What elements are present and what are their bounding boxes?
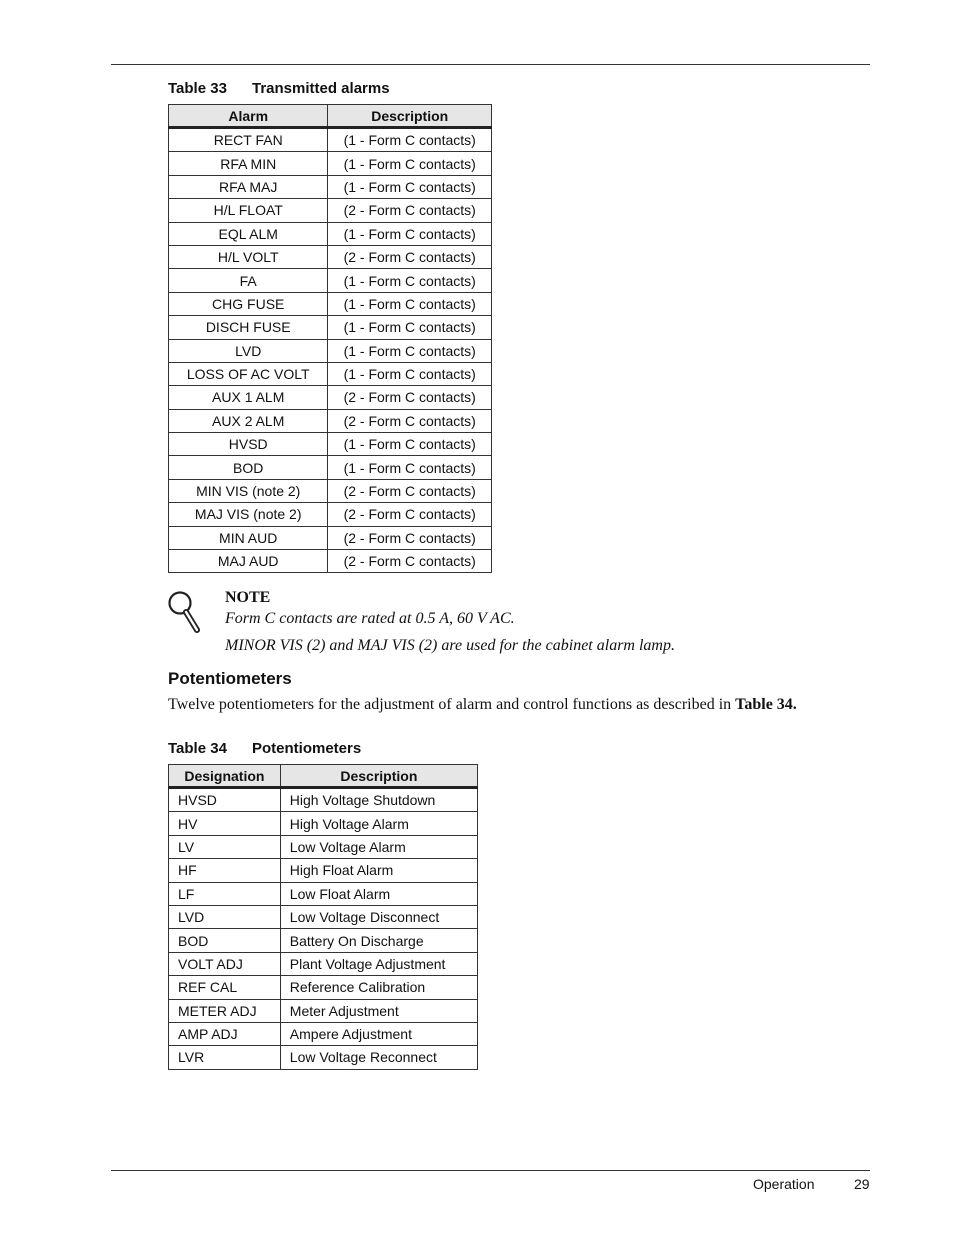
table-row <box>169 550 492 573</box>
table-cell-description: Ampere Adjustment <box>280 1022 477 1045</box>
table-cell-name: RECT FAN <box>169 128 328 152</box>
table-row <box>169 526 492 549</box>
table-row <box>169 835 478 858</box>
table34-number: Table 34 <box>168 740 227 757</box>
note-line-1: Form C contacts are rated at 0.5 A, 60 V AC. <box>225 610 515 627</box>
table33-number: Table 33 <box>168 80 227 97</box>
table-cell-description: (1 - Form C contacts) <box>328 128 492 152</box>
table-cell-name: AUX 2 ALM <box>169 409 328 432</box>
table-cell-name: MIN AUD <box>169 526 328 549</box>
table-row <box>169 503 492 526</box>
table-cell-name: AMP ADJ <box>169 1022 281 1045</box>
paragraph-text: Twelve potentiometers for the adjustment of alarm and control functions as described in <box>168 696 736 713</box>
table-cell-description: Low Voltage Alarm <box>280 835 477 858</box>
table-cell-description: (1 - Form C contacts) <box>328 339 492 362</box>
table-cell-description: (2 - Form C contacts) <box>328 199 492 222</box>
table-cell-name: MIN VIS (note 2) <box>169 479 328 502</box>
table-cell-name: FA <box>169 269 328 292</box>
table-row <box>169 362 492 385</box>
table-cell-name: REF CAL <box>169 976 281 999</box>
table-cell-description: (1 - Form C contacts) <box>328 292 492 315</box>
note-title: NOTE <box>225 589 271 606</box>
table-cell-description: (2 - Form C contacts) <box>328 409 492 432</box>
table-cell-description: Meter Adjustment <box>280 999 477 1022</box>
table-cell-description: (1 - Form C contacts) <box>328 456 492 479</box>
table-row <box>169 1022 478 1045</box>
table-cell-name: LVD <box>169 905 281 928</box>
footer-rule <box>111 1170 870 1171</box>
table-row <box>169 386 492 409</box>
table-cell-name: RFA MIN <box>169 152 328 175</box>
table-cell-description: (1 - Form C contacts) <box>328 362 492 385</box>
table-cell-name: HF <box>169 859 281 882</box>
table-cell-description: (2 - Form C contacts) <box>328 479 492 502</box>
table-cell-name: RFA MAJ <box>169 175 328 198</box>
table-cell-description: (1 - Form C contacts) <box>328 175 492 198</box>
table-header-row <box>169 765 478 788</box>
table-row <box>169 479 492 502</box>
column-header-description: Description <box>328 105 492 128</box>
magnifier-icon <box>166 590 200 634</box>
table-cell-description: (1 - Form C contacts) <box>328 222 492 245</box>
table34-caption <box>168 740 361 757</box>
table-cell-name: MAJ VIS (note 2) <box>169 503 328 526</box>
table-cell-name: METER ADJ <box>169 999 281 1022</box>
table-row <box>169 929 478 952</box>
table-row <box>169 128 492 152</box>
table-cell-description: Low Voltage Disconnect <box>280 905 477 928</box>
table33-caption <box>168 80 390 97</box>
table-cell-description: (2 - Form C contacts) <box>328 526 492 549</box>
table-cell-description: Plant Voltage Adjustment <box>280 952 477 975</box>
footer-section-name: Operation <box>753 1176 815 1192</box>
table-cell-name: LOSS OF AC VOLT <box>169 362 328 385</box>
table-cell-name: HVSD <box>169 788 281 812</box>
table-cell-description: Reference Calibration <box>280 976 477 999</box>
table-cell-name: EQL ALM <box>169 222 328 245</box>
table-cell-description: (1 - Form C contacts) <box>328 433 492 456</box>
table-row <box>169 245 492 268</box>
table-row <box>169 175 492 198</box>
table-row <box>169 339 492 362</box>
table-cell-description: (2 - Form C contacts) <box>328 386 492 409</box>
table-cell-name: HVSD <box>169 433 328 456</box>
table-row <box>169 1046 478 1069</box>
table-cell-description: High Float Alarm <box>280 859 477 882</box>
table-row <box>169 316 492 339</box>
table-cell-description: (1 - Form C contacts) <box>328 316 492 339</box>
table-cell-description: Low Voltage Reconnect <box>280 1046 477 1069</box>
header-rule <box>111 64 870 65</box>
page-number: 29 <box>854 1176 870 1192</box>
potentiometers-table <box>168 764 478 1070</box>
table-cell-name: LF <box>169 882 281 905</box>
table-cell-name: MAJ AUD <box>169 550 328 573</box>
table-cell-name: LVD <box>169 339 328 362</box>
table34-title: Potentiometers <box>252 740 362 757</box>
table-row <box>169 905 478 928</box>
table33-body <box>169 128 492 573</box>
table34-reference: Table 34. <box>735 696 797 713</box>
table-row <box>169 292 492 315</box>
table-cell-name: VOLT ADJ <box>169 952 281 975</box>
table-cell-description: (1 - Form C contacts) <box>328 152 492 175</box>
table-row <box>169 222 492 245</box>
table-row <box>169 788 478 812</box>
table-cell-description: (2 - Form C contacts) <box>328 503 492 526</box>
table-row <box>169 152 492 175</box>
table-header-row <box>169 105 492 128</box>
table-cell-description: (2 - Form C contacts) <box>328 245 492 268</box>
table-row <box>169 269 492 292</box>
section-paragraph <box>168 696 818 714</box>
table-cell-name: AUX 1 ALM <box>169 386 328 409</box>
table33-title: Transmitted alarms <box>252 80 390 97</box>
note-line-2: MINOR VIS (2) and MAJ VIS (2) are used for the cabinet alarm lamp. <box>225 637 675 654</box>
transmitted-alarms-table <box>168 104 492 573</box>
table-row <box>169 882 478 905</box>
table-row <box>169 199 492 222</box>
table-cell-description: (2 - Form C contacts) <box>328 550 492 573</box>
table-cell-name: LVR <box>169 1046 281 1069</box>
table-cell-name: CHG FUSE <box>169 292 328 315</box>
table-cell-name: LV <box>169 835 281 858</box>
table-cell-name: H/L VOLT <box>169 245 328 268</box>
table-cell-name: BOD <box>169 456 328 479</box>
table-cell-description: High Voltage Shutdown <box>280 788 477 812</box>
table-row <box>169 409 492 432</box>
table-cell-name: DISCH FUSE <box>169 316 328 339</box>
table-cell-name: HV <box>169 812 281 835</box>
table-row <box>169 433 492 456</box>
table-cell-description: (1 - Form C contacts) <box>328 269 492 292</box>
table-cell-description: Low Float Alarm <box>280 882 477 905</box>
table-cell-description: High Voltage Alarm <box>280 812 477 835</box>
table-row <box>169 952 478 975</box>
table-row <box>169 812 478 835</box>
table-row <box>169 859 478 882</box>
table-cell-description: Battery On Discharge <box>280 929 477 952</box>
table-row <box>169 976 478 999</box>
column-header-description: Description <box>280 765 477 788</box>
table-row <box>169 999 478 1022</box>
table-cell-name: H/L FLOAT <box>169 199 328 222</box>
column-header-alarm: Alarm <box>169 105 328 128</box>
column-header-designation: Designation <box>169 765 281 788</box>
section-heading: Potentiometers <box>168 669 292 688</box>
table34-body <box>169 788 478 1070</box>
table-cell-name: BOD <box>169 929 281 952</box>
table-row <box>169 456 492 479</box>
